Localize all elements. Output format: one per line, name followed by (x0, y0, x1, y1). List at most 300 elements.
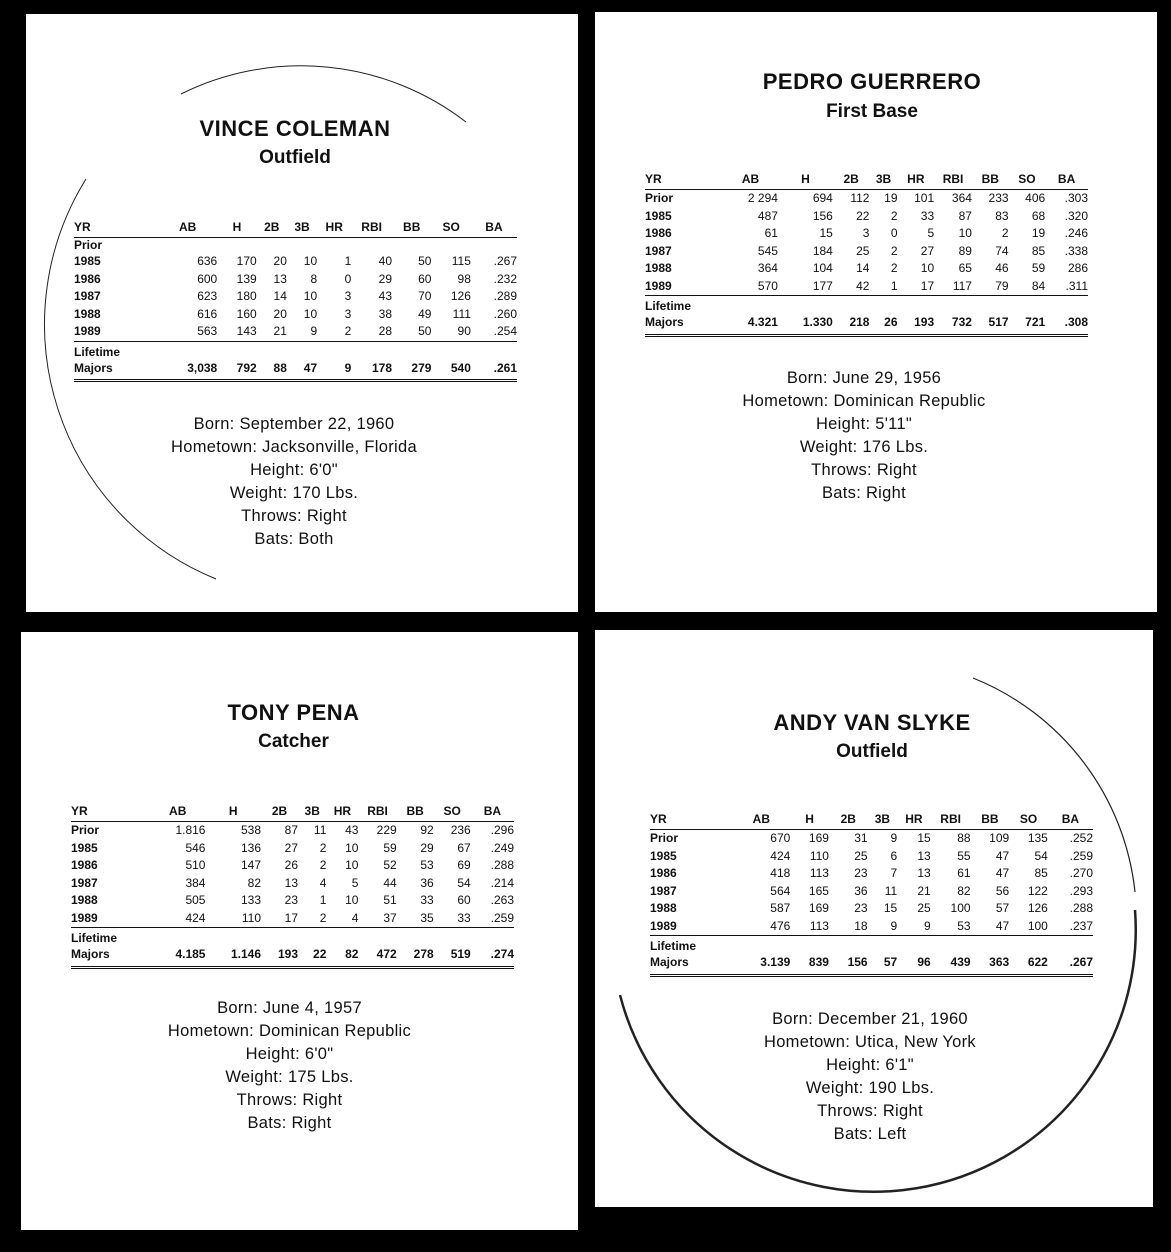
stat-cell: 13 (917, 848, 931, 863)
stat-cell: 23 (854, 901, 868, 915)
column-header: 3B (868, 812, 898, 830)
column-header: BA (1045, 172, 1088, 190)
stat-cell: 1985 (645, 208, 672, 223)
card-pedro-guerrero (595, 12, 1157, 612)
stat-cell: 3 (344, 289, 352, 303)
stat-row (650, 830, 1093, 848)
stat-row (71, 910, 514, 928)
stat-cell: 23 (854, 866, 868, 880)
stat-row (74, 323, 517, 341)
stat-cell: 25 (854, 848, 868, 863)
bio-line: Bats: Left (833, 1125, 907, 1143)
stat-cell: 53 (420, 858, 434, 872)
stat-cell: 68 (1031, 208, 1046, 223)
column-header: AB (723, 172, 778, 190)
stat-cell: 31 (854, 831, 868, 845)
stat-cell: 8 (310, 271, 318, 286)
bio-line: Bats: Right (821, 484, 906, 502)
stat-cell: 3 (862, 226, 870, 240)
stat-cell: 1989 (74, 324, 101, 338)
bio-line: Born: December 21, 1960 (772, 1010, 968, 1028)
stat-cell: 165 (808, 883, 829, 898)
stat-cell: 7 (890, 866, 898, 880)
stat-cell: 1988 (650, 901, 677, 915)
stat-cell: 13 (273, 271, 287, 286)
stat-cell: 87 (958, 208, 972, 223)
column-header: RBI (351, 220, 392, 238)
stat-cell: 47 (995, 918, 1010, 933)
column-header: HR (898, 172, 935, 190)
column-header: AB (732, 812, 790, 830)
column-header: H (778, 172, 833, 190)
column-header: SO (431, 220, 470, 238)
stat-cell: 1985 (74, 254, 101, 268)
stat-cell: 11 (884, 883, 898, 898)
stat-row (71, 857, 514, 875)
totals-cell: .308 (1045, 314, 1088, 335)
stat-cell: .320 (1064, 208, 1088, 223)
stat-cell: 92 (420, 823, 434, 837)
stat-cell: 100 (950, 901, 971, 915)
stat-cell: 55 (957, 848, 971, 863)
stat-cell: 10 (345, 858, 359, 872)
stat-cell: 1985 (71, 840, 98, 855)
column-header: BA (471, 804, 514, 822)
stat-row (645, 190, 1088, 208)
stat-cell: 89 (958, 243, 972, 258)
stat-cell: 43 (378, 289, 392, 303)
stat-cell: 40 (378, 254, 392, 268)
stat-cell: 9 (890, 831, 898, 845)
stat-cell: 84 (1031, 278, 1046, 293)
totals-cell: 193 (261, 946, 298, 967)
stat-cell: .296 (490, 823, 514, 837)
column-header: 3B (869, 172, 897, 190)
bio-section (595, 1008, 1149, 1146)
column-header: SO (1009, 172, 1046, 190)
prior-label: Prior (74, 238, 103, 252)
column-header: YR (650, 812, 732, 830)
stat-cell: .259 (490, 910, 514, 925)
stat-cell: 1987 (74, 289, 101, 303)
stat-cell: 636 (197, 254, 218, 268)
stat-cell: 74 (995, 243, 1009, 258)
stat-cell: 670 (770, 831, 791, 845)
stat-cell: 27 (284, 840, 299, 855)
stat-cell: 160 (236, 306, 257, 321)
stat-cell: .288 (490, 858, 514, 872)
stat-cell: .289 (493, 289, 517, 303)
totals-row (71, 946, 514, 967)
stat-cell: 50 (418, 254, 432, 268)
totals-row (645, 314, 1088, 335)
stat-cell: 85 (1031, 243, 1046, 258)
stat-cell: 418 (770, 866, 791, 880)
player-name: VINCE COLEMAN (199, 116, 391, 141)
stat-cell: 1 (319, 893, 327, 907)
stat-cell: 29 (378, 271, 392, 286)
stat-cell: 1987 (650, 883, 677, 898)
stat-cell: 4 (351, 910, 359, 925)
stat-cell: 0 (344, 271, 352, 286)
stat-cell: 26 (284, 858, 299, 872)
stat-cell: 156 (812, 208, 833, 223)
stat-cell: 104 (812, 261, 833, 275)
stat-cell: .293 (1069, 883, 1093, 898)
stat-cell: 1986 (650, 866, 677, 880)
bio-line: Throws: Right (811, 461, 917, 479)
stat-cell: .232 (493, 271, 517, 286)
bio-line: Height: 6'0" (245, 1045, 334, 1063)
stat-cell: 126 (450, 289, 471, 303)
totals-row (650, 954, 1093, 975)
stat-cell: .288 (1069, 901, 1093, 915)
stat-cell: 10 (303, 254, 318, 268)
stat-cell: 109 (989, 831, 1010, 845)
stat-cell: 229 (376, 823, 397, 837)
stat-cell: 487 (757, 208, 778, 223)
stat-row (71, 892, 514, 910)
stat-cell: 616 (197, 306, 218, 321)
stat-cell: 54 (1034, 848, 1048, 863)
stat-cell: 1989 (650, 918, 677, 933)
totals-cell: 839 (790, 954, 829, 975)
bio-line: Born: June 29, 1956 (786, 369, 942, 387)
player-position: Catcher (258, 731, 329, 752)
bio-line: Bats: Right (247, 1114, 332, 1132)
column-header: BB (392, 220, 431, 238)
stat-cell: 476 (770, 918, 791, 933)
stat-cell: 101 (914, 191, 935, 205)
stat-row (650, 883, 1093, 901)
totals-cell: 1.146 (205, 946, 261, 967)
bio-line: Weight: 190 Lbs. (805, 1079, 935, 1097)
stat-cell: 135 (1027, 831, 1048, 845)
stat-cell: 69 (457, 858, 471, 872)
stat-cell: 545 (757, 243, 778, 258)
stat-cell: Prior (71, 823, 100, 837)
totals-cell: 519 (434, 946, 471, 967)
stat-row (74, 253, 517, 271)
player-name: TONY PENA (227, 700, 360, 725)
stat-cell: .254 (493, 324, 517, 338)
stat-cell: 1.816 (175, 823, 206, 837)
stat-cell: 60 (418, 271, 432, 286)
bio-line: Weight: 175 Lbs. (225, 1068, 354, 1086)
totals-cell: 47 (287, 360, 317, 381)
stat-cell: 4 (319, 875, 327, 890)
stat-cell: .246 (1064, 226, 1088, 240)
stat-cell: 505 (185, 893, 206, 907)
stat-cell: 65 (958, 261, 972, 275)
player-position: Outfield (836, 741, 908, 762)
stat-cell: 10 (345, 893, 359, 907)
stat-cell: 5 (351, 875, 359, 890)
stat-cell: 25 (917, 901, 931, 915)
column-header: 2B (829, 812, 868, 830)
stat-cell: 180 (236, 289, 257, 303)
stat-cell: 2 (319, 910, 327, 925)
stat-cell: 14 (856, 261, 870, 275)
totals-cell: .261 (471, 360, 517, 381)
bio-section (595, 367, 1145, 505)
stat-cell: 139 (236, 271, 257, 286)
stat-cell: 286 (1067, 261, 1088, 275)
stat-cell: .267 (493, 254, 517, 268)
stat-cell: 1987 (71, 875, 98, 890)
stat-cell: 115 (451, 254, 471, 268)
stat-cell: 52 (383, 858, 397, 872)
stat-cell: 21 (273, 324, 287, 338)
stat-row (71, 840, 514, 858)
stat-cell: 22 (856, 208, 870, 223)
stat-cell: 2 (319, 858, 327, 872)
stat-cell: 25 (856, 243, 870, 258)
column-header: H (790, 812, 829, 830)
totals-cell: 156 (829, 954, 868, 975)
stat-cell: 36 (420, 875, 434, 890)
lifetime-label: Lifetime (645, 296, 1088, 315)
stat-cell: 2 (344, 324, 352, 338)
stat-cell: 112 (850, 191, 870, 205)
card-tony-pena (21, 632, 578, 1230)
totals-cell: Majors (71, 946, 150, 967)
stat-cell: 169 (808, 901, 829, 915)
stat-cell: 233 (988, 191, 1009, 205)
stat-cell: 364 (951, 191, 972, 205)
column-header: HR (317, 220, 351, 238)
bio-line: Hometown: Dominican Republic (167, 1022, 412, 1040)
player-position: Outfield (259, 147, 331, 168)
stat-cell: 87 (284, 823, 299, 837)
stat-row (650, 918, 1093, 936)
totals-cell: 82 (326, 946, 358, 967)
totals-cell: 278 (397, 946, 434, 967)
stat-row (71, 875, 514, 893)
stat-cell: 10 (303, 289, 318, 303)
stat-cell: 50 (418, 324, 432, 338)
totals-cell: 439 (931, 954, 971, 975)
stat-cell: .259 (1069, 848, 1093, 863)
stat-cell: .263 (490, 893, 514, 907)
totals-cell: 22 (298, 946, 326, 967)
stat-row (650, 848, 1093, 866)
stat-cell: .237 (1069, 918, 1093, 933)
stat-cell: 0 (890, 226, 898, 240)
column-header: AB (150, 804, 206, 822)
stat-cell: 169 (808, 831, 829, 845)
stat-row (650, 900, 1093, 918)
stat-cell: 122 (1027, 883, 1048, 898)
stat-cell: 85 (1034, 866, 1048, 880)
totals-cell: 517 (972, 314, 1009, 335)
stat-cell: 236 (450, 823, 471, 837)
stat-cell: 14 (273, 289, 287, 303)
totals-cell: 792 (217, 360, 256, 381)
bio-line: Hometown: Dominican Republic (742, 392, 986, 410)
stats-table (645, 172, 1088, 337)
stat-row (645, 260, 1088, 278)
stat-cell: 110 (809, 848, 829, 863)
stat-cell: 1 (344, 254, 352, 268)
stat-cell: 2 (890, 243, 898, 258)
column-header: RBI (358, 804, 396, 822)
totals-cell: .267 (1048, 954, 1093, 975)
column-header: RBI (931, 812, 971, 830)
stat-cell: 67 (457, 840, 471, 855)
stat-cell: 1986 (74, 271, 101, 286)
bio-line: Throws: Right (817, 1102, 923, 1120)
stat-cell: .270 (1069, 866, 1093, 880)
stat-cell: 110 (241, 910, 261, 925)
stat-cell: 20 (273, 306, 287, 321)
bio-line: Weight: 170 Lbs. (229, 484, 359, 502)
stat-cell: 47 (995, 848, 1010, 863)
column-header: SO (434, 804, 471, 822)
stat-cell: 1 (890, 278, 898, 293)
column-header: 2B (833, 172, 870, 190)
stat-cell: 424 (185, 910, 206, 925)
totals-cell: 193 (898, 314, 935, 335)
stat-cell: 133 (240, 893, 261, 907)
stat-cell: 587 (770, 901, 791, 915)
stat-cell: 9 (923, 918, 931, 933)
stat-row (74, 271, 517, 289)
stat-cell: 564 (770, 883, 791, 898)
lifetime-label: Lifetime (74, 341, 517, 360)
stat-cell: 1987 (645, 243, 672, 258)
column-header: 2B (261, 804, 298, 822)
column-header: BB (971, 812, 1010, 830)
stat-cell: 56 (995, 883, 1010, 898)
stat-cell: 406 (1025, 191, 1046, 205)
stat-cell: 51 (383, 893, 397, 907)
bio-line: Hometown: Jacksonville, Florida (171, 438, 417, 456)
totals-cell: 622 (1009, 954, 1048, 975)
column-header: 3B (298, 804, 326, 822)
column-header: BA (471, 220, 517, 238)
stat-cell: 82 (247, 875, 261, 890)
totals-cell: 472 (358, 946, 396, 967)
player-position: First Base (826, 101, 918, 122)
totals-cell: 4.321 (723, 314, 778, 335)
stat-cell: 117 (952, 278, 972, 293)
bio-line: Height: 5'11" (815, 415, 913, 433)
stat-cell: 1988 (645, 261, 672, 275)
stat-cell: 170 (236, 254, 257, 268)
stats-table (74, 220, 517, 382)
stat-cell: 364 (757, 261, 778, 275)
stat-cell: 33 (457, 910, 471, 925)
stat-cell: 563 (197, 324, 218, 338)
bio-line: Bats: Both (254, 530, 334, 548)
stat-cell: 20 (273, 254, 287, 268)
column-header: RBI (934, 172, 972, 190)
stat-cell: 36 (854, 883, 868, 898)
stat-cell: 79 (995, 278, 1009, 293)
stat-cell: 126 (1027, 901, 1048, 915)
totals-cell: 178 (351, 360, 392, 381)
stat-cell: 61 (957, 866, 971, 880)
totals-cell: .274 (471, 946, 514, 967)
stat-cell: 98 (457, 271, 471, 286)
stat-cell: Prior (645, 191, 674, 205)
stat-cell: 1989 (71, 910, 98, 925)
totals-cell: 3,038 (158, 360, 217, 381)
column-header: H (217, 220, 256, 238)
totals-cell: Majors (645, 314, 723, 335)
stat-cell: 2 (890, 261, 898, 275)
bio-line: Height: 6'0" (250, 461, 338, 479)
stat-cell: 15 (819, 226, 833, 240)
stat-cell: 10 (303, 306, 318, 321)
stat-cell: 10 (345, 840, 359, 855)
totals-cell: 279 (392, 360, 431, 381)
stat-cell: 57 (995, 901, 1010, 915)
stat-cell: 570 (757, 278, 778, 293)
stat-cell: 60 (457, 893, 471, 907)
column-header: 2B (257, 220, 287, 238)
stat-cell: 694 (812, 191, 833, 205)
bio-line: Hometown: Utica, New York (763, 1033, 976, 1051)
stat-cell: 18 (854, 918, 868, 933)
stat-cell: 47 (995, 866, 1010, 880)
bio-line: Weight: 176 Lbs. (799, 438, 929, 456)
stat-cell: 9 (310, 324, 318, 338)
stat-cell: 2 (1001, 226, 1009, 240)
stat-cell: 49 (418, 306, 432, 321)
stat-row (645, 225, 1088, 243)
stat-cell: 384 (185, 875, 206, 890)
stat-cell: .252 (1069, 831, 1093, 845)
stat-cell: .338 (1064, 243, 1088, 258)
stats-table (71, 804, 514, 969)
totals-cell: 96 (897, 954, 930, 975)
stat-cell: 29 (420, 840, 434, 855)
card-andy-van-slyke (595, 630, 1153, 1207)
totals-cell: 721 (1009, 314, 1046, 335)
stat-cell: 21 (917, 883, 931, 898)
stat-cell: 6 (890, 848, 898, 863)
stat-cell: 424 (770, 848, 791, 863)
stat-cell: .249 (490, 840, 514, 855)
stat-row (645, 278, 1088, 296)
column-header: YR (74, 220, 158, 238)
bio-section (26, 413, 570, 551)
stat-cell: 17 (284, 910, 299, 925)
stat-cell: 43 (345, 823, 359, 837)
stats-table (650, 812, 1093, 977)
card-vince-coleman (26, 14, 578, 612)
stat-cell: 90 (457, 324, 471, 338)
totals-cell: Majors (650, 954, 732, 975)
stat-cell: 54 (457, 875, 471, 890)
stat-cell: .260 (493, 306, 517, 321)
bio-line: Born: June 4, 1957 (217, 999, 362, 1017)
stat-cell: 143 (236, 324, 257, 338)
stat-cell: 33 (920, 208, 935, 223)
stat-cell: 15 (917, 831, 931, 845)
stat-cell: 177 (812, 278, 833, 293)
column-header: BB (972, 172, 1009, 190)
totals-cell: 732 (934, 314, 972, 335)
bio-line: Throws: Right (241, 507, 347, 525)
stat-cell: 10 (920, 261, 935, 275)
stat-cell: 27 (920, 243, 935, 258)
stat-cell: 623 (197, 289, 218, 303)
stat-cell: 136 (240, 840, 261, 855)
stat-cell: 17 (920, 278, 935, 293)
